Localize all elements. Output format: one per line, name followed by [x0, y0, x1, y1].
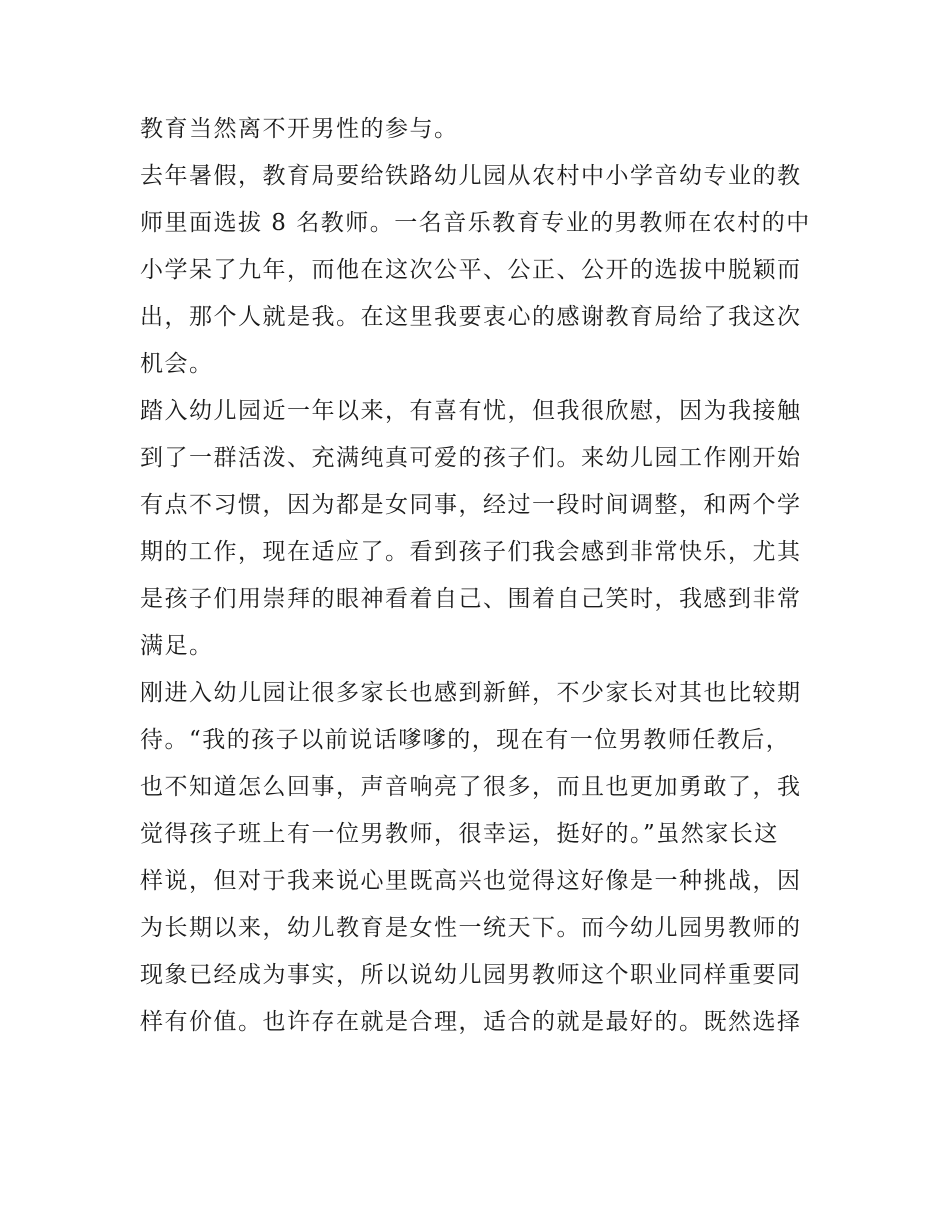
text-line: 样有价值。也许存在就是合理，适合的就是最好的。既然选择	[140, 1009, 802, 1035]
text-line: 样说，但对于我来说心里既高兴也觉得这好像是一种挑战，因	[140, 868, 802, 894]
text-line: 是孩子们用崇拜的眼神看着自己、围着自己笑时，我感到非常	[140, 586, 802, 612]
text-line: 现象已经成为事实，所以说幼儿园男教师这个职业同样重要同	[140, 962, 802, 988]
text-line: 期的工作，现在适应了。看到孩子们我会感到非常快乐，尤其	[140, 539, 802, 565]
text-line: 到了一群活泼、充满纯真可爱的孩子们。来幼儿园工作刚开始	[140, 445, 802, 471]
text-line: 也不知道怎么回事，声音响亮了很多，而且也更加勇敢了，我	[140, 774, 802, 800]
text-line: 去年暑假，教育局要给铁路幼儿园从农村中小学音幼专业的教	[140, 163, 802, 189]
text-line: 待。“我的孩子以前说话嗲嗲的，现在有一位男教师任教后，	[140, 727, 791, 753]
text-line: 小学呆了九年，而他在这次公平、公正、公开的选拔中脱颖而	[140, 257, 802, 283]
text-line: 机会。	[140, 351, 214, 377]
text-line: 满足。	[140, 633, 214, 659]
text-line: 教育当然离不开男性的参与。	[140, 116, 459, 142]
text-line: 出，那个人就是我。在这里我要衷心的感谢教育局给了我这次	[140, 304, 802, 330]
body-text	[140, 106, 820, 1046]
text-line: 师里面选拔 8 名教师。一名音乐教育专业的男教师在农村的中	[140, 210, 811, 236]
text-line: 为长期以来，幼儿教育是女性一统天下。而今幼儿园男教师的	[140, 915, 802, 941]
text-line: 觉得孩子班上有一位男教师，很幸运，挺好的。”虽然家长这	[140, 821, 779, 847]
text-line: 踏入幼儿园近一年以来，有喜有忧，但我很欣慰，因为我接触	[140, 398, 802, 424]
text-line: 有点不习惯，因为都是女同事，经过一段时间调整，和两个学	[140, 492, 802, 518]
text-line: 刚进入幼儿园让很多家长也感到新鲜，不少家长对其也比较期	[140, 680, 802, 706]
